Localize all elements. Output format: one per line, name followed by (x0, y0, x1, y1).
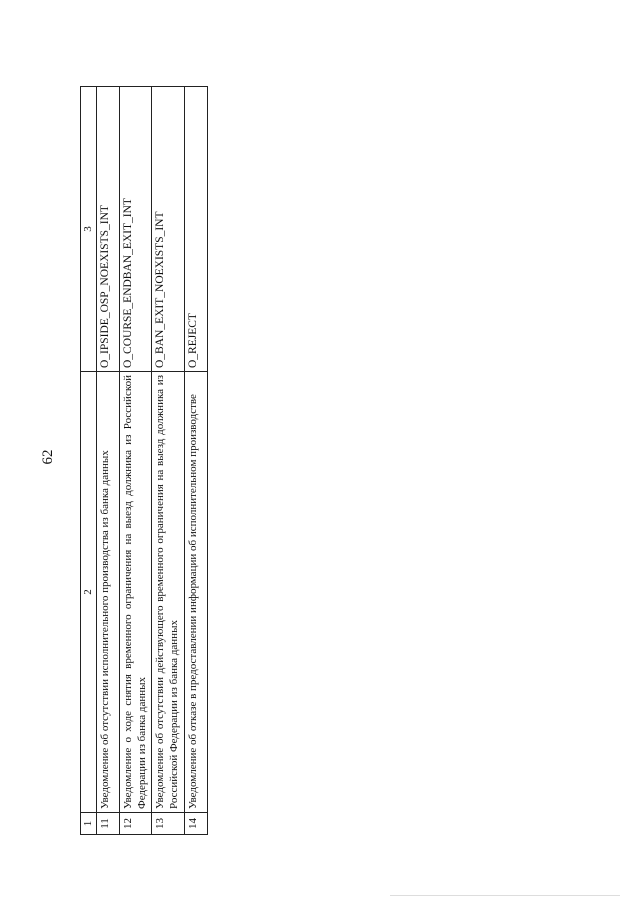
row-description: Уведомление о ходе снятия временного ограничения на выезд должника из Российской Федерации из банка данных (120, 372, 152, 813)
table-container (80, 87, 217, 835)
row-description: Уведомление об отсутствии исполнительного производства из банка данных (97, 372, 120, 813)
table-row (152, 87, 185, 835)
row-code: O_BAN_EXIT_NOEXISTS_INT (152, 87, 185, 372)
table-row (97, 87, 120, 835)
row-code: O_IPSIDE_OSP_NOEXISTS_INT (97, 87, 120, 372)
table-header-row (81, 87, 97, 835)
row-number: 11 (97, 813, 120, 835)
row-code: O_COURSE_ENDBAN_EXIT_INT (120, 87, 152, 372)
row-number: 14 (185, 813, 208, 835)
row-code: O_REJECT (185, 87, 208, 372)
row-number: 13 (152, 813, 185, 835)
scan-artifact-line (390, 895, 620, 896)
row-number: 12 (120, 813, 152, 835)
page-number: 62 (40, 449, 56, 465)
table-row (185, 87, 208, 835)
header-col-1: 1 (81, 813, 97, 835)
table-row (120, 87, 152, 835)
row-description: Уведомление об отказе в предоставлении информации об исполнительном производстве (185, 372, 208, 813)
header-col-2: 2 (81, 372, 97, 813)
row-description: Уведомление об отсутствии действующего временного ограничения на выезд должника из Российской Федерации из банка данных (152, 372, 185, 813)
notification-table (80, 86, 208, 835)
header-col-3: 3 (81, 87, 97, 372)
